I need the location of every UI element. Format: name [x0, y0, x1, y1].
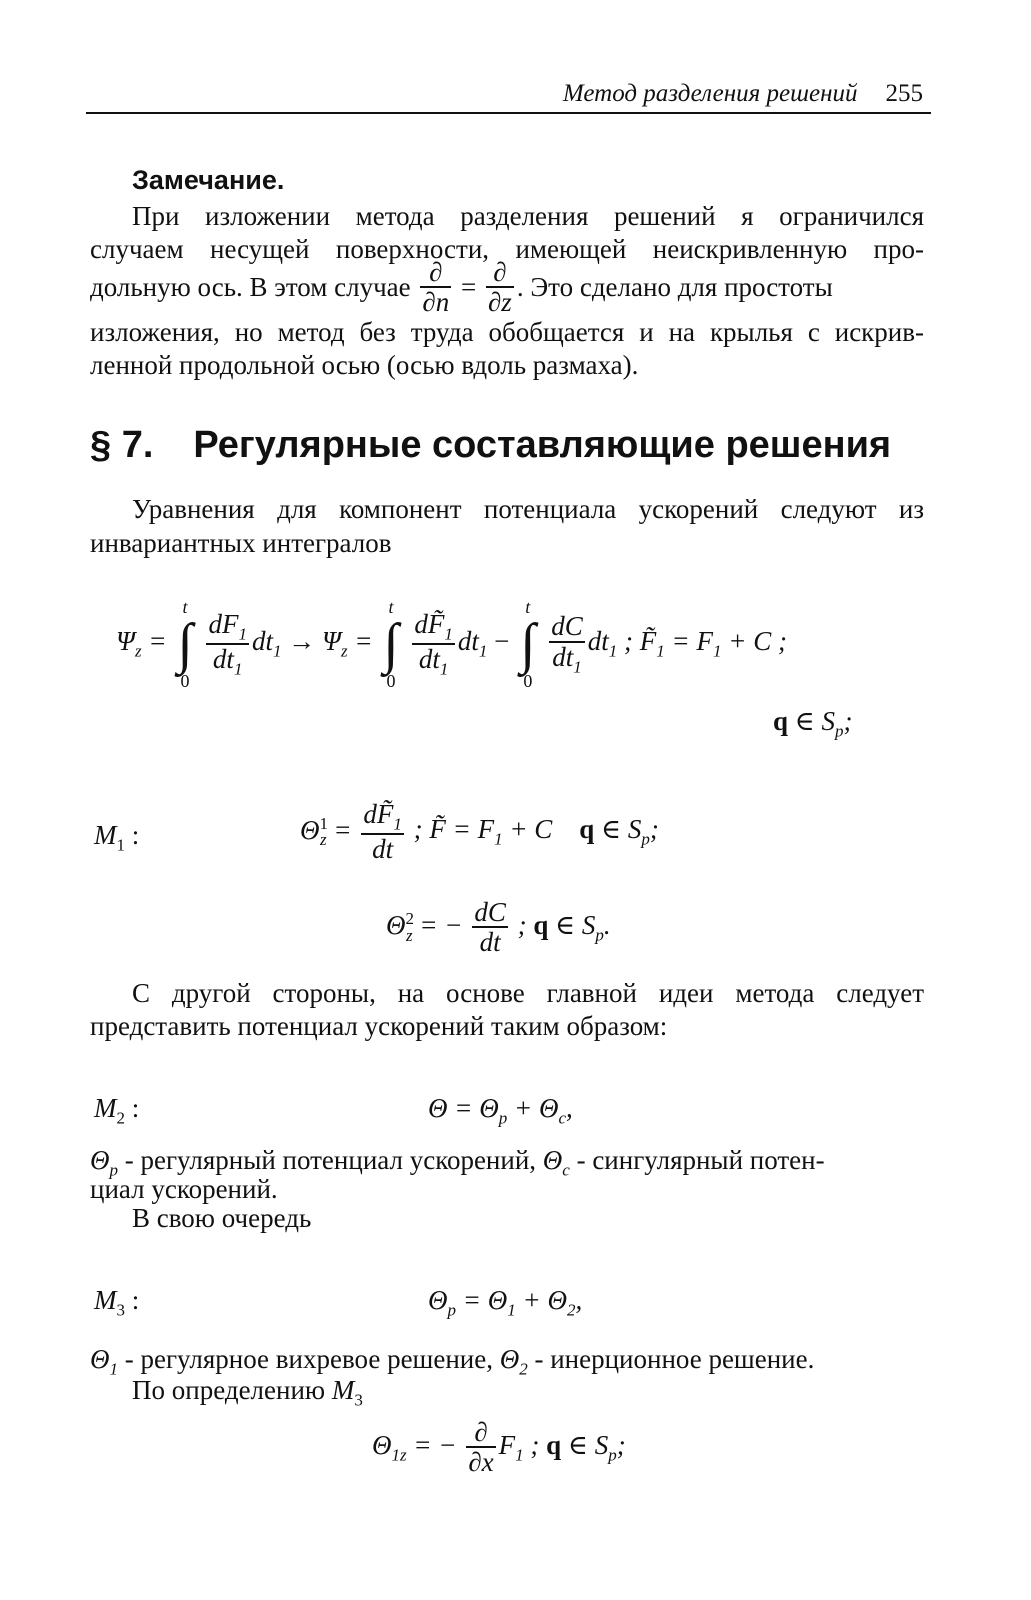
section-number: § 7.: [90, 424, 154, 466]
running-title: Метод разделения решений: [562, 80, 858, 107]
paragraph-3-line-1: $\Theta_p$ - регулярный потенциал ускорений, $\Theta_c$ - сингулярный потен-: [90, 1145, 825, 1180]
remark-heading: Замечание.: [132, 165, 285, 195]
remark-line-3-start: дольную ось. В этом случае: [90, 271, 411, 302]
remark-line-5: ленной продольной осью (осью вдоль размаха).: [90, 350, 639, 380]
label-m2: $M_2$ :: [94, 1093, 140, 1128]
header-rule: [86, 112, 931, 114]
running-header: [563, 80, 923, 108]
section-title: Регулярные составляющие решения: [193, 424, 892, 466]
paragraph-1-line-1: Уравнения для компонент потенциала ускорений следуют из: [132, 494, 924, 524]
paragraph-2-line-1: С другой стороны, на основе главной идеи метода следует: [132, 978, 924, 1008]
page-number: 255: [885, 80, 923, 107]
paragraph-4-line-1-b: - инерционное решение.: [534, 1344, 815, 1374]
paragraph-3-line-1-b: - сингулярный потен-: [576, 1145, 825, 1175]
equation-theta-1z: $\Theta_{1z}$ = − $\frac{\partial}{\partial x}$ $F_1$ ; q ∈ $S_p$;: [372, 1417, 626, 1478]
label-m1: $M_1$ :: [94, 820, 140, 855]
equation-theta-decomposition: $\Theta = \Theta_p + \Theta_c$,: [428, 1093, 573, 1128]
paragraph-3-line-2: циал ускорений.: [90, 1174, 278, 1204]
remark-line-3-end: . Это сделано для простоты: [516, 271, 833, 302]
integral-equation: $\Psi_z$ = t ∫ 0 $\frac{dF_1}{dt_1}$ $dt_1 \to \Psi_z$ = t ∫ 0 $\frac{dF̃_1}{dt_1}$ $dt_1$ − t ∫ 0 $\frac{dC}{dt_1}$ $dt_1$ ; $F̃_1 = F_1 + C$ ;: [116, 597, 787, 691]
section-heading: [90, 424, 891, 467]
partial-n-fraction: $\frac{\partial}{\partial n}$: [422, 257, 450, 318]
remark-line-3: дольную ось. В этом случае $\frac{\partial}{\partial n}$ = $\frac{\partial}{\partial z}$ . Это сделано для простоты: [90, 257, 833, 318]
equation-theta-z2: $\Theta^2_z$ = − $\frac{dC}{dt}$ ; q ∈ $S_p$.: [386, 897, 611, 958]
integral-sign: t ∫ 0: [520, 597, 536, 691]
label-m3: $M_3$ :: [94, 1285, 140, 1320]
condition-q-in-sp: q ∈ $S_p$;: [773, 706, 853, 741]
paragraph-4-line-1: $\Theta_1$ - регулярное вихревое решение, $\Theta_2$ - инерционное решение.: [90, 1344, 815, 1379]
equation-theta-z1: $\Theta^1_z$ = $\frac{dF̃_1}{dt}$ ; F̃ = $F_1 + C$ q ∈ $S_p$;: [300, 799, 659, 865]
integral-sign: t ∫ 0: [383, 597, 399, 691]
paragraph-1-line-2: инвариантных интегралов: [90, 528, 392, 558]
paragraph-4-line-2: По определению $M_3$: [132, 1375, 363, 1410]
remark-line-4: изложения, но метод без труда обобщается и на крылья с искрив-: [90, 317, 924, 347]
partial-z-fraction: $\frac{\partial}{\partial z}$: [487, 257, 512, 318]
integral-sign: t ∫ 0: [177, 597, 193, 691]
remark-line-1: При изложении метода разделения решений я ограничился: [132, 201, 924, 231]
equation-theta-p-decomposition: $\Theta_p = \Theta_1 + \Theta_2$,: [428, 1285, 583, 1320]
paragraph-4-line-1-a: - регулярное вихревое решение,: [124, 1344, 493, 1374]
paragraph-3-line-3: В свою очередь: [132, 1203, 312, 1233]
remark-line-2: случаем несущей поверхности, имеющей неискривленную про-: [90, 234, 924, 264]
paragraph-3-line-1-a: - регулярный потенциал ускорений,: [124, 1145, 537, 1175]
paragraph-2-line-2: представить потенциал ускорений таким образом:: [90, 1011, 668, 1041]
